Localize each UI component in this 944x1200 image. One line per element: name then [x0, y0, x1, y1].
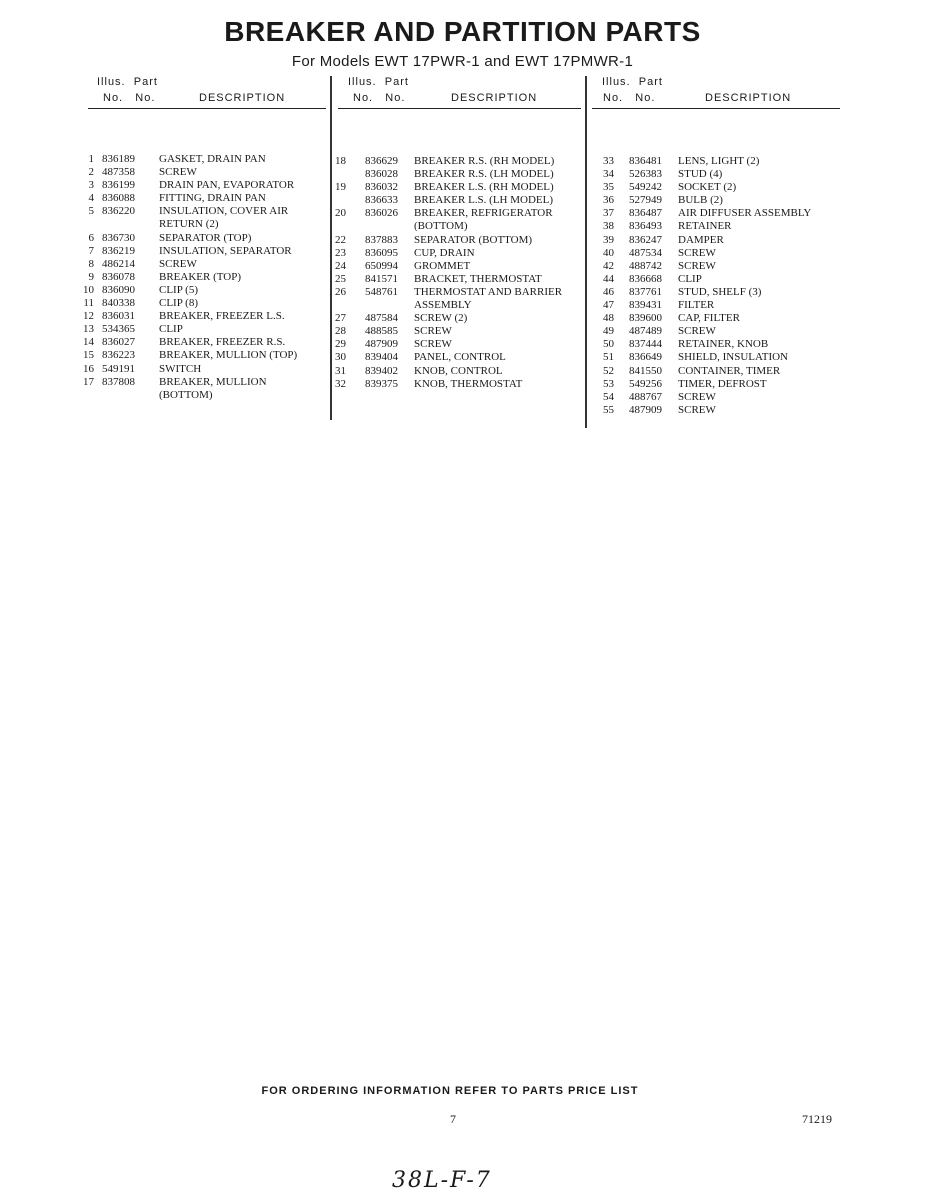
- part-row: [330, 273, 580, 286]
- part-number: 487358: [102, 166, 135, 179]
- part-number: 840338: [102, 297, 135, 310]
- part-row: [598, 391, 843, 404]
- part-description: BREAKER, REFRIGERATOR: [414, 207, 553, 220]
- part-row: [78, 166, 328, 179]
- illus-number: 49: [603, 325, 614, 338]
- part-description: SOCKET (2): [678, 181, 737, 194]
- part-row: [598, 286, 843, 299]
- illus-number: 16: [83, 362, 94, 375]
- part-number: 549256: [629, 377, 662, 390]
- part-number: 837883: [365, 233, 398, 246]
- part-number: 836247: [629, 233, 662, 246]
- illus-number: 47: [603, 299, 614, 312]
- header-illus-part: Illus. Part: [602, 76, 663, 88]
- header-no-no: No. No.: [603, 92, 656, 104]
- part-row: [330, 247, 580, 260]
- part-description: THERMOSTAT AND BARRIER: [414, 285, 563, 298]
- header-description: DESCRIPTION: [705, 92, 792, 104]
- part-description: CLIP (8): [159, 297, 199, 310]
- illus-number: 31: [335, 364, 346, 377]
- part-number: 549191: [102, 362, 135, 375]
- part-number: 488767: [629, 390, 662, 403]
- part-row: [78, 310, 328, 323]
- part-row: [78, 258, 328, 271]
- part-description: SCREW: [678, 246, 716, 259]
- illus-number: 6: [88, 231, 94, 244]
- illus-number: 36: [603, 194, 614, 207]
- part-row: [78, 349, 328, 362]
- part-number: 650994: [365, 259, 398, 272]
- page-subtitle: For Models EWT 17PWR-1 and EWT 17PMWR-1: [291, 53, 634, 70]
- part-description: GASKET, DRAIN PAN: [159, 153, 266, 165]
- part-description: SCREW: [159, 257, 197, 270]
- part-row: [78, 205, 328, 218]
- part-row: [598, 365, 843, 378]
- part-row: [78, 297, 328, 310]
- part-description: BREAKER, MULLION: [159, 375, 267, 388]
- part-description: SWITCH: [159, 362, 202, 375]
- part-description: CLIP: [678, 272, 702, 285]
- part-description: SCREW: [414, 325, 452, 338]
- part-description: BRACKET, THERMOSTAT: [414, 272, 542, 285]
- part-row: [598, 351, 843, 364]
- part-number: 836032: [365, 181, 398, 194]
- illus-number: 10: [83, 283, 94, 296]
- part-row: [330, 351, 580, 364]
- part-description: CUP, DRAIN: [414, 246, 475, 259]
- header-no-no: No. No.: [103, 92, 156, 104]
- page-number: 7: [450, 1112, 456, 1126]
- header-rule: [592, 108, 840, 109]
- part-number: 841571: [365, 272, 398, 285]
- part-row: [78, 245, 328, 258]
- illus-number: 18: [335, 155, 346, 167]
- illus-number: 33: [603, 155, 614, 167]
- part-row: [598, 168, 843, 181]
- part-number: 526383: [629, 168, 662, 181]
- parts-list-1: [78, 153, 328, 402]
- part-number: 836031: [102, 310, 135, 323]
- part-row: [78, 389, 328, 402]
- illus-number: 14: [83, 336, 94, 349]
- part-row: [598, 155, 843, 168]
- part-row: [330, 260, 580, 273]
- part-row: [78, 271, 328, 284]
- part-number: 836189: [102, 153, 135, 165]
- illus-number: 34: [603, 168, 614, 181]
- header-description: DESCRIPTION: [199, 92, 286, 104]
- part-number: 836220: [102, 205, 135, 218]
- part-description: FITTING, DRAIN PAN: [159, 192, 266, 205]
- illus-number: 50: [603, 338, 614, 351]
- part-number: 836078: [102, 270, 135, 283]
- part-row: [330, 312, 580, 325]
- part-description: SCREW (2): [414, 312, 468, 325]
- illus-number: 54: [603, 390, 614, 403]
- part-number: 839404: [365, 351, 398, 364]
- part-number: 837761: [629, 285, 662, 298]
- part-row: [598, 312, 843, 325]
- part-description: INSULATION, COVER AIR: [159, 205, 289, 218]
- document-code: 71219: [802, 1112, 832, 1126]
- illus-number: 23: [335, 246, 346, 259]
- illus-number: 1: [88, 153, 94, 165]
- part-number: 548761: [365, 285, 398, 298]
- part-description: BREAKER R.S. (LH MODEL): [414, 168, 554, 181]
- part-number: 836219: [102, 244, 135, 257]
- part-description: FILTER: [678, 299, 715, 312]
- part-number: 839600: [629, 312, 662, 325]
- illus-number: 22: [335, 233, 346, 246]
- part-description: PANEL, CONTROL: [414, 351, 506, 364]
- illus-number: 17: [83, 375, 94, 388]
- illus-number: 37: [603, 207, 614, 220]
- illus-number: 12: [83, 310, 94, 323]
- illus-number: 35: [603, 181, 614, 194]
- part-number: 836668: [629, 272, 662, 285]
- part-row: [330, 220, 580, 233]
- part-row: [78, 192, 328, 205]
- part-description: GROMMET: [414, 259, 471, 272]
- header-rule: [338, 108, 581, 109]
- part-number: 837444: [629, 338, 662, 351]
- part-description: TIMER, DEFROST: [678, 377, 767, 390]
- part-number: 841550: [629, 364, 662, 377]
- part-row: [330, 378, 580, 391]
- part-number: 836730: [102, 231, 135, 244]
- part-number: 487534: [629, 246, 662, 259]
- part-description: ASSEMBLY: [414, 299, 472, 312]
- part-row: [330, 234, 580, 247]
- column-header-3: [592, 76, 842, 114]
- part-description: SEPARATOR (TOP): [159, 231, 252, 244]
- part-row: [598, 325, 843, 338]
- illus-number: 30: [335, 351, 346, 364]
- part-row: [598, 299, 843, 312]
- part-row: [598, 404, 843, 417]
- part-row: [330, 168, 580, 181]
- part-description: (BOTTOM): [414, 220, 468, 233]
- column-header-2: [338, 76, 583, 114]
- illus-number: 7: [88, 244, 94, 257]
- ordering-info-note: FOR ORDERING INFORMATION REFER TO PARTS PRICE LIST: [261, 1085, 639, 1097]
- illus-number: 39: [603, 233, 614, 246]
- part-number: 837808: [102, 375, 135, 388]
- illus-number: 19: [335, 181, 346, 194]
- part-row: [78, 336, 328, 349]
- handwritten-note: 38L-F-7: [392, 1168, 492, 1193]
- part-description: AIR DIFFUSER ASSEMBLY: [678, 207, 812, 220]
- page-title: BREAKER AND PARTITION PARTS: [224, 16, 701, 47]
- part-number: 839375: [365, 377, 398, 390]
- part-number: 836027: [102, 336, 135, 349]
- part-number: 549242: [629, 181, 662, 194]
- part-number: 836493: [629, 220, 662, 233]
- part-description: DAMPER: [678, 233, 724, 246]
- header-illus-part: Illus. Part: [348, 76, 409, 88]
- part-description: (BOTTOM): [159, 388, 213, 401]
- part-number: 836629: [365, 155, 398, 167]
- illus-number: 48: [603, 312, 614, 325]
- part-row: [598, 260, 843, 273]
- part-description: CAP, FILTER: [678, 312, 740, 325]
- part-row: [78, 284, 328, 297]
- part-row: [78, 232, 328, 245]
- header-no-no: No. No.: [353, 92, 406, 104]
- illus-number: 5: [88, 205, 94, 218]
- part-number: 836649: [629, 351, 662, 364]
- part-number: 836026: [365, 207, 398, 220]
- part-description: SCREW: [159, 166, 197, 179]
- illus-number: 46: [603, 285, 614, 298]
- illus-number: 29: [335, 338, 346, 351]
- part-number: 486214: [102, 257, 135, 270]
- part-number: 488742: [629, 259, 662, 272]
- illus-number: 27: [335, 312, 346, 325]
- part-row: [598, 220, 843, 233]
- header-rule: [88, 108, 326, 109]
- part-description: BREAKER (TOP): [159, 270, 241, 283]
- illus-number: 44: [603, 272, 614, 285]
- illus-number: 26: [335, 285, 346, 298]
- illus-number: 24: [335, 259, 346, 272]
- part-description: CLIP (5): [159, 283, 199, 296]
- part-description: RETURN (2): [159, 218, 219, 231]
- part-number: 488585: [365, 325, 398, 338]
- part-description: RETAINER: [678, 220, 732, 233]
- illus-number: 40: [603, 246, 614, 259]
- part-row: [330, 299, 580, 312]
- illus-number: 52: [603, 364, 614, 377]
- part-description: SHIELD, INSULATION: [678, 351, 788, 364]
- part-description: SEPARATOR (BOTTOM): [414, 233, 533, 246]
- illus-number: 4: [88, 192, 94, 205]
- part-number: 836095: [365, 246, 398, 259]
- part-row: [78, 153, 328, 166]
- illus-number: 9: [88, 270, 94, 283]
- part-row: [330, 286, 580, 299]
- part-description: KNOB, CONTROL: [414, 364, 503, 377]
- part-row: [330, 194, 580, 207]
- part-number: 836223: [102, 349, 135, 362]
- part-row: [598, 338, 843, 351]
- part-row: [598, 194, 843, 207]
- parts-list-3: [598, 155, 843, 417]
- part-number: 836088: [102, 192, 135, 205]
- illus-number: 38: [603, 220, 614, 233]
- part-description: DRAIN PAN, EVAPORATOR: [159, 179, 295, 192]
- part-description: INSULATION, SEPARATOR: [159, 244, 292, 257]
- illus-number: 53: [603, 377, 614, 390]
- part-description: SCREW: [678, 390, 716, 403]
- part-number: 487584: [365, 312, 398, 325]
- column-divider: [585, 76, 587, 428]
- part-number: 534365: [102, 323, 135, 336]
- part-row: [78, 323, 328, 336]
- part-description: CONTAINER, TIMER: [678, 364, 781, 377]
- part-description: BREAKER L.S. (LH MODEL): [414, 194, 554, 207]
- illus-number: 42: [603, 259, 614, 272]
- illus-number: 13: [83, 323, 94, 336]
- part-number: 836090: [102, 283, 135, 296]
- part-description: CLIP: [159, 323, 183, 336]
- part-description: STUD (4): [678, 168, 723, 181]
- part-description: SCREW: [678, 325, 716, 338]
- part-description: LENS, LIGHT (2): [678, 155, 760, 167]
- part-number: 836633: [365, 194, 398, 207]
- part-row: [598, 378, 843, 391]
- part-number: 836487: [629, 207, 662, 220]
- part-number: 839431: [629, 299, 662, 312]
- part-description: BREAKER, FREEZER R.S.: [159, 336, 286, 349]
- illus-number: 55: [603, 403, 614, 416]
- part-row: [598, 207, 843, 220]
- part-number: 487909: [365, 338, 398, 351]
- part-row: [598, 247, 843, 260]
- part-row: [598, 181, 843, 194]
- illus-number: 25: [335, 272, 346, 285]
- part-number: 836481: [629, 155, 662, 167]
- part-number: 836028: [365, 168, 398, 181]
- part-number: 839402: [365, 364, 398, 377]
- header-illus-part: Illus. Part: [97, 76, 158, 88]
- part-row: [330, 181, 580, 194]
- illus-number: 11: [83, 297, 94, 310]
- part-row: [598, 234, 843, 247]
- part-row: [78, 218, 328, 231]
- part-description: SCREW: [414, 338, 452, 351]
- illus-number: 20: [335, 207, 346, 220]
- part-number: 527949: [629, 194, 662, 207]
- part-row: [330, 365, 580, 378]
- part-row: [598, 273, 843, 286]
- part-description: STUD, SHELF (3): [678, 285, 762, 298]
- part-row: [330, 207, 580, 220]
- part-row: [78, 179, 328, 192]
- part-description: SCREW: [678, 403, 716, 416]
- part-row: [330, 325, 580, 338]
- part-description: SCREW: [678, 259, 716, 272]
- part-description: BREAKER L.S. (RH MODEL): [414, 181, 554, 194]
- illus-number: 15: [83, 349, 94, 362]
- part-number: 836199: [102, 179, 135, 192]
- part-row: [78, 363, 328, 376]
- illus-number: 2: [88, 166, 94, 179]
- illus-number: 28: [335, 325, 346, 338]
- part-description: BREAKER, MULLION (TOP): [159, 349, 298, 362]
- part-number: 487489: [629, 325, 662, 338]
- illus-number: 51: [603, 351, 614, 364]
- part-number: 487909: [629, 403, 662, 416]
- header-description: DESCRIPTION: [451, 92, 538, 104]
- part-row: [330, 155, 580, 168]
- part-description: BREAKER R.S. (RH MODEL): [414, 155, 555, 167]
- part-description: BULB (2): [678, 194, 723, 207]
- part-row: [78, 376, 328, 389]
- part-description: RETAINER, KNOB: [678, 338, 769, 351]
- illus-number: 3: [88, 179, 94, 192]
- part-description: KNOB, THERMOSTAT: [414, 377, 523, 390]
- part-row: [330, 338, 580, 351]
- illus-number: 8: [88, 257, 94, 270]
- column-header-1: [88, 76, 328, 114]
- part-description: BREAKER, FREEZER L.S.: [159, 310, 285, 323]
- parts-list-2: [330, 155, 580, 391]
- illus-number: 32: [335, 377, 346, 390]
